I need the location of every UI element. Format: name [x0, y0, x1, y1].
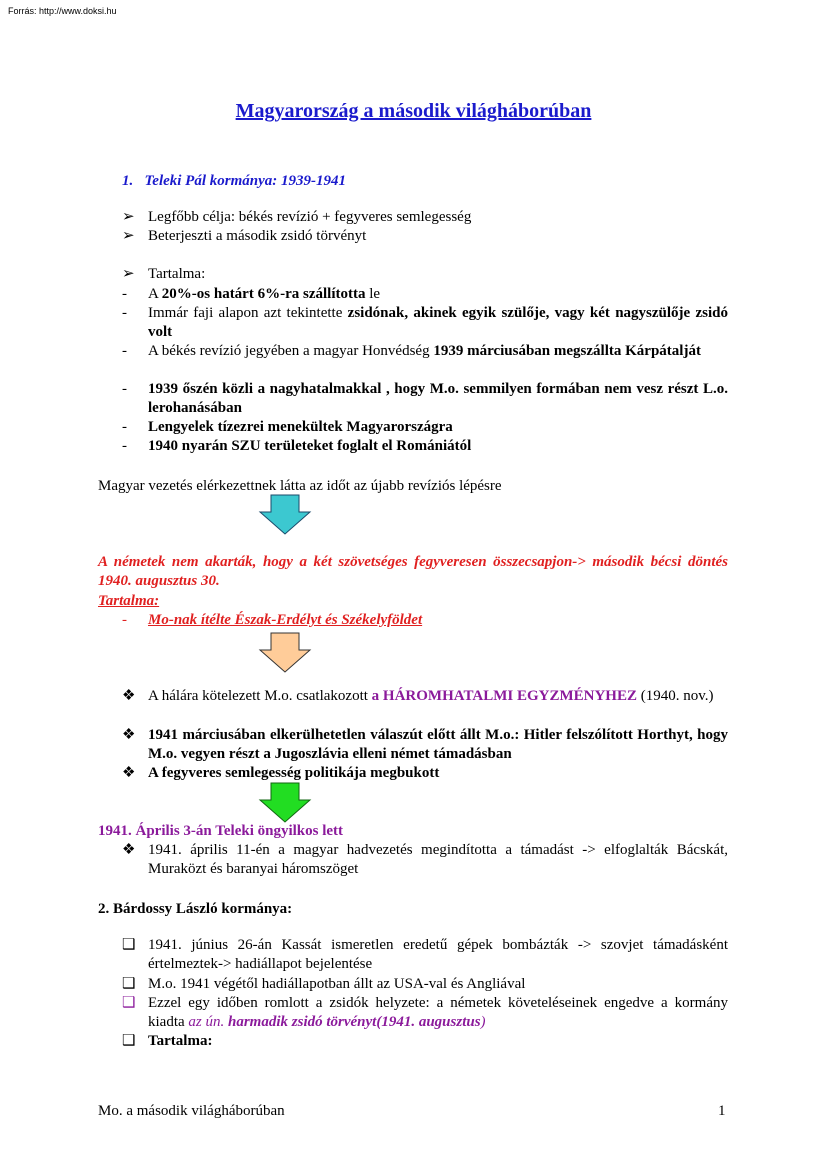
- arrow-bullet-icon: ➢: [122, 209, 135, 225]
- bardossy-item: 1941. június 26-án Kassát ismeretlen eredetű gépek bombázták -> szovjet támadásként értelmeztek-> hadiállapot bejelentése: [148, 937, 728, 972]
- goal-item: Beterjeszti a második zsidó törvényt: [148, 228, 367, 244]
- bardossy-content-label: Tartalma:: [148, 1033, 213, 1049]
- down-arrow-icon: [258, 632, 312, 674]
- vienna-content-label: Tartalma:: [98, 593, 160, 609]
- vienna-award-text: A németek nem akarták, hogy a két szövetséges fegyveresen összecsapjon-> második bécsi döntés 1940. augusztus 30.: [98, 554, 728, 589]
- checkbox-bullet-icon: ❑: [122, 995, 136, 1011]
- neutrality-failed-item: A fegyveres semlegesség politikája megbukott: [148, 765, 440, 781]
- content-item: A 20%-os határt 6%-ra szállította le: [148, 286, 381, 302]
- checkbox-bullet-icon: ❑: [122, 976, 136, 992]
- content-item: Immár faji alapon azt tekintette zsidónak, akinek egyik szülője, vagy két nagyszülője zsidó volt: [148, 305, 728, 340]
- diamond-bullet-icon: ❖: [122, 688, 136, 704]
- content-label: Tartalma:: [148, 266, 206, 282]
- arrow-bullet-icon: ➢: [122, 228, 135, 244]
- page-number: 1: [718, 1103, 726, 1119]
- dash-bullet: -: [122, 305, 127, 321]
- tripartite-item: A hálára kötelezett M.o. csatlakozott a HÁROMHATALMI EGYZMÉNYHEZ (1940. nov.): [148, 688, 714, 704]
- goal-item: Legfőbb célja: békés revízió + fegyveres semlegesség: [148, 209, 472, 225]
- diamond-bullet-icon: ❖: [122, 765, 136, 781]
- dash-bullet: -: [122, 286, 127, 302]
- checkbox-bullet-icon: ❑: [122, 1033, 136, 1049]
- down-arrow-icon: [258, 494, 312, 536]
- content-item: A békés revízió jegyében a magyar Honvédség 1939 márciusában megszállta Kárpátalját: [148, 343, 701, 359]
- down-arrow-icon: [258, 782, 312, 824]
- content-item: 1940 nyarán SZU területeket foglalt el Romániától: [148, 438, 472, 454]
- arrow-bullet-icon: ➢: [122, 266, 135, 282]
- section-1-heading: 1. Teleki Pál kormánya: 1939-1941: [122, 173, 347, 189]
- content-item: 1939 őszén közli a nagyhatalmakkal , hogy M.o. semmilyen formában nem vesz részt L.o. lerohanásában: [148, 381, 728, 416]
- march-1941-item: 1941 márciusában elkerülhetetlen válaszút előtt állt M.o.: Hitler felszólított Horthyt, hogy M.o. vegyen részt a Jugoszlávia elleni német támadásban: [148, 727, 728, 762]
- section-2-heading: 2. Bárdossy László kormánya:: [98, 901, 293, 917]
- vienna-item: Mo-nak ítélte Észak-Erdélyt és Székelyföldet: [148, 612, 423, 628]
- dash-bullet: -: [122, 612, 127, 628]
- bardossy-item: M.o. 1941 végétől hadiállapotban állt az USA-val és Angliával: [148, 976, 526, 992]
- leadership-text: Magyar vezetés elérkezettnek látta az időt az újabb revíziós lépésre: [98, 478, 502, 494]
- third-jewish-law-item: Ezzel egy időben romlott a zsidók helyzete: a németek követeléseinek engedve a kormány kiadta az ún. harmadik zsidó törvényt(1941. augusztus): [148, 995, 728, 1030]
- footer-title: Mo. a második világháborúban: [98, 1103, 285, 1119]
- checkbox-bullet-icon: ❑: [122, 937, 136, 953]
- dash-bullet: -: [122, 419, 127, 435]
- dash-bullet: -: [122, 381, 127, 397]
- page-title: Magyarország a második világháborúban: [235, 100, 592, 122]
- dash-bullet: -: [122, 438, 127, 454]
- diamond-bullet-icon: ❖: [122, 727, 136, 743]
- diamond-bullet-icon: ❖: [122, 842, 136, 858]
- attack-item: 1941. április 11-én a magyar hadvezetés megindította a támadást -> elfoglalták Bácskát, Muraközt és baranyai háromszöget: [148, 842, 728, 877]
- content-item: Lengyelek tízezrei menekültek Magyarországra: [148, 419, 453, 435]
- source-note: Forrás: http://www.doksi.hu: [8, 6, 117, 16]
- teleki-suicide-text: 1941. Április 3-án Teleki öngyilkos lett: [98, 823, 344, 839]
- dash-bullet: -: [122, 343, 127, 359]
